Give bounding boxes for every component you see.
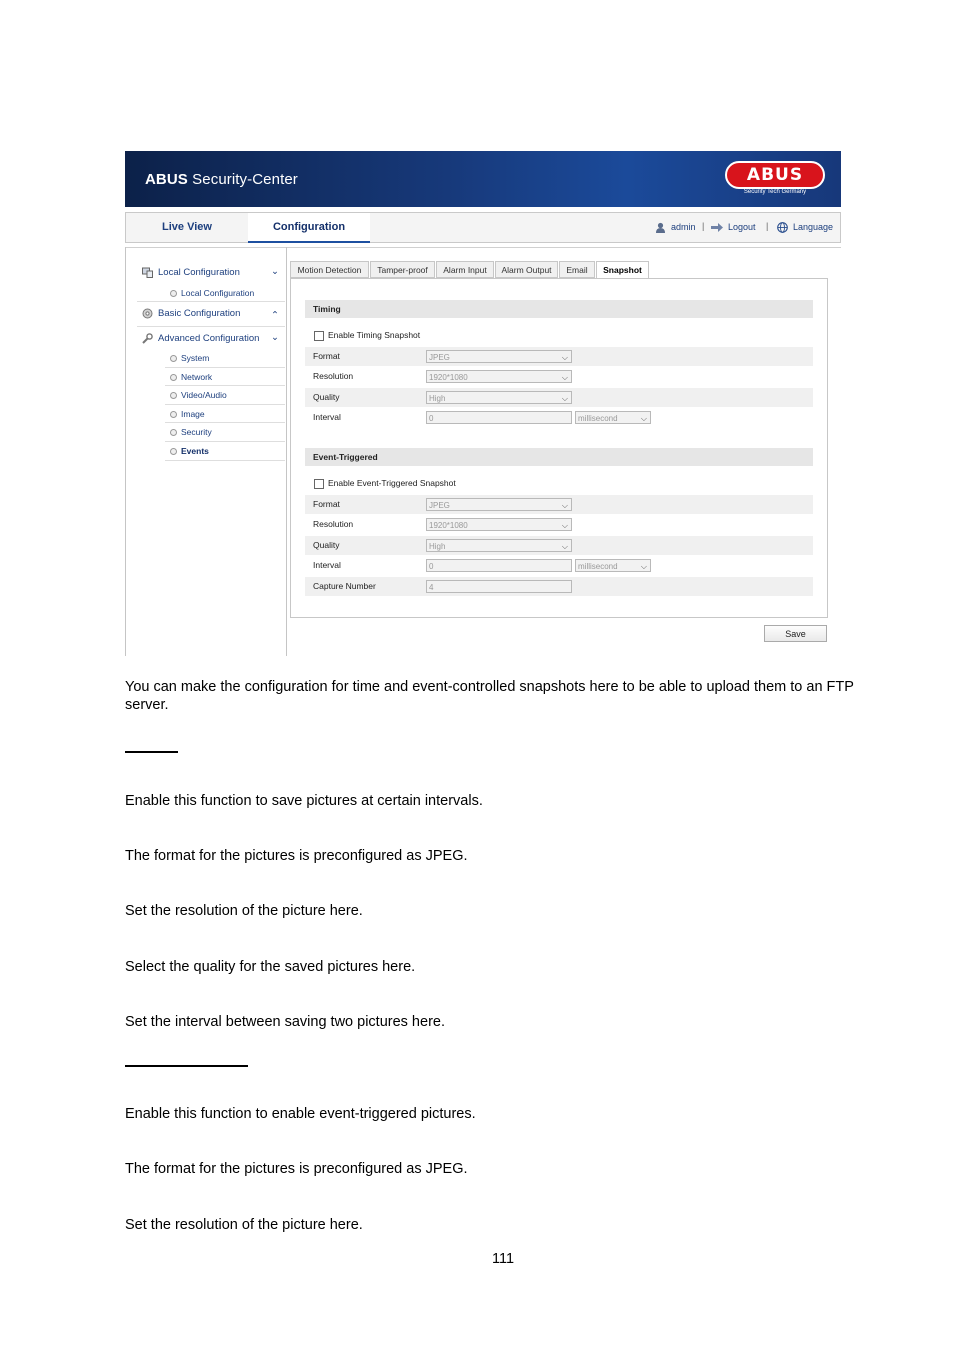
event-quality-row: [305, 536, 813, 555]
chevron-down-icon: ⌵: [561, 501, 568, 510]
timing-format-row: [305, 347, 813, 366]
resolution-label: Resolution: [313, 371, 354, 381]
chevron-down-icon: ⌵: [561, 394, 568, 403]
language-link[interactable]: Language: [793, 222, 834, 232]
enable-timing-checkbox[interactable]: [314, 331, 324, 341]
divider: [137, 301, 285, 302]
bullet-icon: [170, 374, 177, 381]
tab-configuration[interactable]: Configuration: [248, 213, 370, 243]
timing-resolution-text: Set the resolution of the picture here.: [125, 903, 363, 919]
sidebar-item-basic-configuration[interactable]: Basic Configuration: [158, 308, 241, 319]
event-interval-input[interactable]: 0: [426, 559, 572, 572]
sidebar-item-advanced-configuration[interactable]: Advanced Configuration: [158, 333, 260, 344]
enable-timing-label: Enable Timing Snapshot: [328, 330, 421, 340]
sidebar-item-video-audio[interactable]: Video/Audio: [181, 390, 227, 400]
chevron-down-icon[interactable]: ⌄: [271, 332, 279, 343]
chevron-down-icon: ⌵: [561, 373, 568, 382]
sidebar-item-security[interactable]: Security: [181, 427, 212, 437]
sidebar-item-local-config-sub[interactable]: Local Configuration: [181, 288, 255, 298]
event-quality-select[interactable]: High ⌵: [426, 539, 572, 552]
globe-icon: [777, 222, 788, 233]
tab-tamper-proof[interactable]: Tamper-proof: [370, 261, 435, 278]
event-format-select[interactable]: JPEG ⌵: [426, 498, 572, 511]
event-resolution-select[interactable]: 1920*1080 ⌵: [426, 518, 572, 531]
timing-interval-input[interactable]: 0: [426, 411, 572, 424]
divider: [165, 367, 285, 368]
timing-section-title: Timing: [305, 300, 813, 318]
event-resolution-row: [305, 515, 813, 534]
event-enable-row: [305, 474, 813, 493]
separator: |: [766, 221, 769, 231]
divider: [165, 404, 285, 405]
timing-enable-row: [305, 326, 813, 345]
page-number: 111: [491, 1251, 515, 1267]
logo-tagline: Security Tech Germany: [743, 189, 807, 195]
sidebar-item-events[interactable]: Events: [181, 446, 209, 456]
tab-email[interactable]: Email: [559, 261, 595, 278]
bullet-icon: [170, 429, 177, 436]
timing-quality-select[interactable]: High ⌵: [426, 391, 572, 404]
timing-quality-row: [305, 388, 813, 407]
app-title: ABUS Security-Center: [145, 171, 298, 188]
sidebar-item-network[interactable]: Network: [181, 372, 213, 382]
separator: |: [702, 221, 705, 231]
top-navigation: [125, 212, 841, 243]
format-label: Format: [313, 351, 340, 361]
sidebar-item-system[interactable]: System: [181, 353, 210, 363]
divider: [165, 422, 285, 423]
timing-format-text: The format for the pictures is preconfigured as JPEG.: [125, 848, 468, 864]
capture-number-label: Capture Number: [313, 581, 376, 591]
tab-live-view[interactable]: Live View: [162, 221, 212, 233]
computer-icon: [142, 267, 153, 278]
timing-interval-unit-select[interactable]: millisecond ⌵: [575, 411, 651, 424]
user-icon: [655, 222, 666, 233]
divider: [125, 247, 841, 248]
event-capture-row: [305, 577, 813, 596]
bullet-icon: [170, 411, 177, 418]
timing-quality-text: Select the quality for the saved pictures here.: [125, 959, 416, 975]
divider: [125, 247, 126, 656]
timing-resolution-select[interactable]: 1920*1080 ⌵: [426, 370, 572, 383]
interval-label: Interval: [313, 412, 341, 422]
wrench-icon: [142, 333, 153, 344]
quality-label: Quality: [313, 392, 340, 402]
resolution-label: Resolution: [313, 519, 354, 529]
event-interval-row: [305, 556, 813, 575]
heading-underline-event: [125, 1065, 248, 1067]
bullet-icon: [170, 355, 177, 362]
timing-format-select[interactable]: JPEG ⌵: [426, 350, 572, 363]
quality-label: Quality: [313, 540, 340, 550]
event-interval-unit-select[interactable]: millisecond ⌵: [575, 559, 651, 572]
save-button[interactable]: Save: [764, 625, 827, 642]
user-name[interactable]: admin: [671, 222, 696, 232]
timing-enable-text: Enable this function to save pictures at certain intervals.: [125, 793, 483, 809]
logout-icon: [711, 223, 724, 232]
chevron-down-icon: ⌵: [640, 414, 647, 423]
enable-event-label: Enable Event-Triggered Snapshot: [328, 478, 456, 488]
divider: [165, 441, 285, 442]
bullet-icon: [170, 392, 177, 399]
bullet-icon: [170, 290, 177, 297]
tab-snapshot[interactable]: Snapshot: [596, 261, 649, 279]
enable-event-checkbox[interactable]: [314, 479, 324, 489]
chevron-up-icon[interactable]: ⌃: [271, 310, 279, 321]
heading-underline-timing: [125, 751, 178, 753]
divider: [165, 460, 285, 461]
chevron-down-icon: ⌵: [561, 542, 568, 551]
event-enable-text: Enable this function to enable event-triggered pictures.: [125, 1106, 476, 1122]
abus-logo: ABUS: [725, 161, 825, 189]
event-format-text: The format for the pictures is preconfigured as JPEG.: [125, 1161, 468, 1177]
bullet-icon: [170, 448, 177, 455]
sidebar-item-image[interactable]: Image: [181, 409, 205, 419]
chevron-down-icon: ⌵: [561, 353, 568, 362]
capture-number-input[interactable]: 4: [426, 580, 572, 593]
format-label: Format: [313, 499, 340, 509]
sidebar-item-local-configuration[interactable]: Local Configuration: [158, 267, 240, 278]
event-format-row: [305, 495, 813, 514]
event-resolution-text: Set the resolution of the picture here.: [125, 1217, 363, 1233]
timing-interval-text: Set the interval between saving two pictures here.: [125, 1014, 445, 1030]
chevron-down-icon[interactable]: ⌄: [271, 266, 279, 277]
timing-resolution-row: [305, 367, 813, 386]
event-section-title: Event-Triggered: [305, 448, 813, 466]
chevron-down-icon: ⌵: [640, 562, 647, 571]
app-header: [125, 151, 841, 207]
intro-paragraph: You can make the configuration for time and event-controlled snapshots here to be able to upload them to an FTP server.: [125, 679, 854, 713]
divider: [286, 247, 287, 656]
divider: [165, 385, 285, 386]
app-screenshot: [125, 151, 841, 656]
timing-interval-row: [305, 408, 813, 427]
tab-motion-detection[interactable]: Motion Detection: [290, 261, 369, 278]
interval-label: Interval: [313, 560, 341, 570]
divider: [137, 326, 285, 327]
gear-icon: [142, 308, 153, 319]
logout-link[interactable]: Logout: [728, 222, 756, 232]
tab-alarm-output[interactable]: Alarm Output: [495, 261, 558, 278]
tab-alarm-input[interactable]: Alarm Input: [436, 261, 494, 278]
chevron-down-icon: ⌵: [561, 521, 568, 530]
